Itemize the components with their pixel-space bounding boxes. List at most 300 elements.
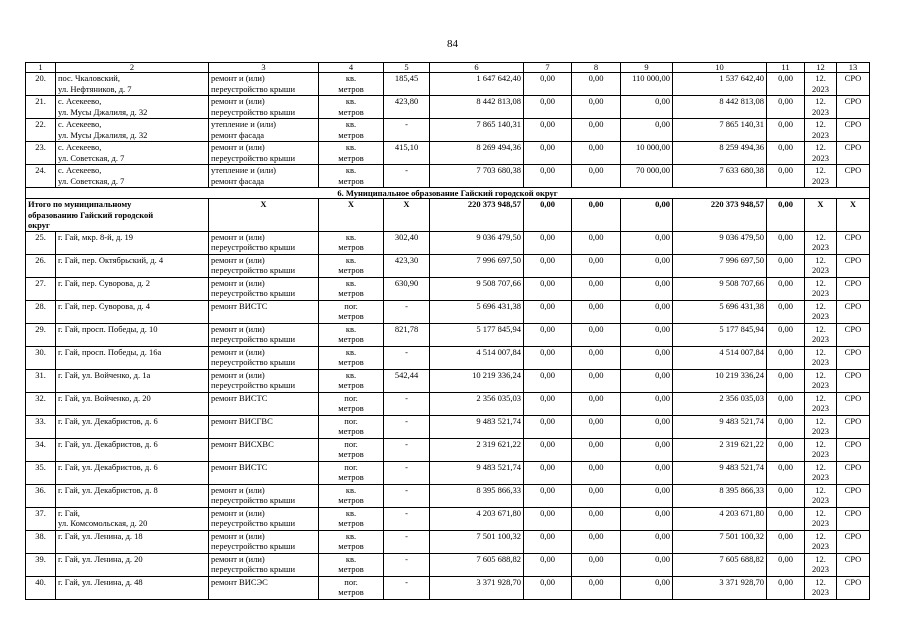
period-cell (805, 300, 837, 323)
period-line: 2023 (812, 265, 829, 275)
amount-cell: 7 605 688,82 (673, 553, 767, 576)
amount-cell: 0,00 (524, 392, 572, 415)
organization-cell: СРО (837, 438, 870, 461)
unit-line: кв. (345, 484, 357, 495)
column-header: 2 (56, 63, 209, 73)
work-type-cell (209, 461, 319, 484)
unit-cell (319, 392, 384, 415)
row-number: 40. (26, 576, 56, 599)
address-cell (56, 415, 209, 438)
work-type-line: переустройство крыши (211, 518, 296, 528)
period-line: 12. (815, 323, 826, 334)
address-line: г. Гай, ул. Войченко, д. 1а (58, 369, 151, 380)
amount-cell: 0,00 (524, 323, 572, 346)
row-number: 22. (26, 119, 56, 142)
work-type-line: ремонт и (или) (211, 346, 265, 357)
work-type-cell (209, 119, 319, 142)
unit-line: метров (338, 288, 364, 298)
address-line: г. Гай, пер. Суворова, д. 4 (58, 300, 151, 311)
period-line: 2023 (812, 518, 829, 528)
address-line: ул. Мусы Джалиля, д. 32 (58, 106, 148, 117)
organization-cell: СРО (837, 553, 870, 576)
column-header: 9 (621, 63, 673, 73)
address-line: г. Гай, ул. Декабристов, д. 6 (58, 438, 158, 449)
period-cell (805, 277, 837, 300)
address-cell (56, 96, 209, 119)
row-number: 31. (26, 369, 56, 392)
amount-cell: 0,00 (767, 119, 805, 142)
period-line: 2023 (812, 152, 829, 163)
unit-line: пог. (344, 438, 358, 449)
organization-cell: СРО (837, 254, 870, 277)
unit-line: пог. (344, 392, 358, 403)
amount-cell: 0,00 (572, 165, 621, 188)
row-number: 20. (26, 73, 56, 96)
work-type-line: переустройство крыши (211, 495, 296, 505)
period-line: 2023 (812, 495, 829, 505)
address-line: ул. Мусы Джалиля, д. 32 (58, 129, 148, 140)
column-header: 10 (673, 63, 767, 73)
period-line: 12. (815, 231, 826, 242)
table-row (26, 346, 870, 369)
period-line: 12. (815, 300, 826, 311)
amount-cell: 0,00 (572, 438, 621, 461)
table-row (26, 165, 870, 188)
table-row (26, 277, 870, 300)
work-type-line: переустройство крыши (211, 380, 296, 390)
amount-cell: 0,00 (767, 199, 805, 232)
total-cost-cell: 7 501 100,32 (430, 530, 524, 553)
organization-cell: СРО (837, 165, 870, 188)
period-line: 12. (815, 369, 826, 380)
amount-cell: 0,00 (621, 507, 673, 530)
total-cost-cell: 9 036 479,50 (430, 231, 524, 254)
period-line: 2023 (812, 175, 829, 186)
amount-cell: 0,00 (767, 369, 805, 392)
unit-line: пог. (344, 300, 358, 311)
period-line: 12. (815, 553, 826, 564)
table-row (26, 461, 870, 484)
amount-cell: 7 633 680,38 (673, 165, 767, 188)
unit-cell (319, 165, 384, 188)
work-type-line: ремонт ВИСЭС (211, 576, 268, 587)
total-cost-cell: 9 508 707,66 (430, 277, 524, 300)
row-number: 23. (26, 142, 56, 165)
amount-cell: 0,00 (524, 553, 572, 576)
organization-cell: СРО (837, 392, 870, 415)
organization-cell: СРО (837, 415, 870, 438)
row-number: 27. (26, 277, 56, 300)
address-line: ул. Нефтяников, д. 7 (58, 83, 132, 94)
work-type-cell (209, 254, 319, 277)
total-cost-cell: 3 371 928,70 (430, 576, 524, 599)
amount-cell: 0,00 (524, 507, 572, 530)
period-line: 2023 (812, 472, 829, 482)
amount-cell: 0,00 (572, 461, 621, 484)
amount-cell: 0,00 (524, 73, 572, 96)
work-type-line: ремонт и (или) (211, 369, 265, 380)
amount-cell: 70 000,00 (621, 165, 673, 188)
work-type-line: переустройство крыши (211, 564, 296, 574)
table-row (26, 553, 870, 576)
period-line: 2023 (812, 357, 829, 367)
address-line: ул. Советская, д. 7 (58, 175, 125, 186)
total-cost-cell: 4 203 671,80 (430, 507, 524, 530)
amount-cell: 0,00 (767, 254, 805, 277)
organization-cell: СРО (837, 142, 870, 165)
unit-line: метров (338, 587, 364, 597)
total-label-line: округ (28, 220, 50, 230)
column-header: 4 (319, 63, 384, 73)
unit-cell (319, 277, 384, 300)
amount-cell: 0,00 (524, 142, 572, 165)
amount-cell: 0,00 (767, 553, 805, 576)
organization-cell: СРО (837, 277, 870, 300)
work-type-cell (209, 530, 319, 553)
unit-line: метров (338, 83, 364, 94)
unit-cell (319, 369, 384, 392)
amount-cell: 7 996 697,50 (673, 254, 767, 277)
work-type-line: ремонт ВИСТС (211, 461, 268, 472)
amount-cell: 0,00 (621, 484, 673, 507)
work-type-line: переустройство крыши (211, 288, 296, 298)
amount-cell: 0,00 (524, 300, 572, 323)
address-line: с. Асекеево, (58, 119, 102, 129)
amount-cell: 0,00 (621, 576, 673, 599)
work-type-line: ремонт фасада (211, 129, 265, 140)
work-type-line: ремонт и (или) (211, 323, 265, 334)
address-line: ул. Советская, д. 7 (58, 152, 125, 163)
amount-cell: 0,00 (572, 484, 621, 507)
work-type-cell (209, 300, 319, 323)
address-line: пос. Чкаловский, (58, 73, 120, 83)
unit-line: метров (338, 449, 364, 459)
amount-cell: 0,00 (767, 231, 805, 254)
amount-cell: 0,00 (767, 576, 805, 599)
volume-cell: 542,44 (384, 369, 430, 392)
period-cell (805, 415, 837, 438)
address-cell (56, 142, 209, 165)
table-row (26, 576, 870, 599)
period-line: 12. (815, 254, 826, 265)
organization-cell: СРО (837, 346, 870, 369)
unit-line: кв. (345, 254, 357, 265)
amount-cell: 0,00 (572, 254, 621, 277)
period-line: 2023 (812, 403, 829, 413)
work-type-line: ремонт и (или) (211, 507, 265, 518)
column-header: 7 (524, 63, 572, 73)
table-row (26, 369, 870, 392)
period-line: 12. (815, 438, 826, 449)
amount-cell: 0,00 (767, 277, 805, 300)
unit-cell (319, 484, 384, 507)
table-row (26, 507, 870, 530)
address-line: г. Гай, ул. Ленина, д. 18 (58, 530, 143, 541)
period-cell (805, 323, 837, 346)
amount-cell: 5 177 845,94 (673, 323, 767, 346)
period-cell (805, 438, 837, 461)
organization-cell: СРО (837, 323, 870, 346)
period-line: 12. (815, 507, 826, 518)
amount-cell: 0,00 (767, 73, 805, 96)
period-cell (805, 484, 837, 507)
amount-cell: 0,00 (524, 438, 572, 461)
volume-cell: - (384, 165, 430, 188)
unit-line: кв. (345, 553, 357, 564)
amount-cell: 0,00 (767, 392, 805, 415)
period-line: 2023 (812, 564, 829, 574)
row-number: 33. (26, 415, 56, 438)
row-number: 32. (26, 392, 56, 415)
page-number: 84 (447, 38, 458, 50)
amount-cell: 0,00 (767, 507, 805, 530)
unit-line: кв. (345, 73, 357, 83)
amount-cell: 0,00 (524, 369, 572, 392)
work-type-cell (209, 277, 319, 300)
amount-cell: 0,00 (572, 96, 621, 119)
period-cell (805, 461, 837, 484)
amount-cell: 0,00 (621, 392, 673, 415)
unit-line: пог. (344, 415, 358, 426)
amount-cell: 0,00 (572, 530, 621, 553)
amount-cell: 0,00 (767, 346, 805, 369)
table-row (26, 119, 870, 142)
period-cell (805, 553, 837, 576)
address-line: г. Гай, ул. Декабристов, д. 8 (58, 484, 158, 495)
amount-cell: 0,00 (572, 277, 621, 300)
amount-cell: 9 036 479,50 (673, 231, 767, 254)
address-cell (56, 530, 209, 553)
volume-cell: - (384, 119, 430, 142)
unit-cell (319, 438, 384, 461)
period-line: 2023 (812, 311, 829, 321)
address-cell (56, 461, 209, 484)
amount-cell: 9 483 521,74 (673, 461, 767, 484)
address-line: с. Асекеево, (58, 96, 102, 106)
amount-cell: 0,00 (524, 415, 572, 438)
unit-cell (319, 461, 384, 484)
period-line: 2023 (812, 426, 829, 436)
amount-cell: 9 508 707,66 (673, 277, 767, 300)
work-type-line: переустройство крыши (211, 83, 296, 94)
address-line: г. Гай, пер. Октябрьский, д. 4 (58, 254, 164, 265)
address-cell (56, 438, 209, 461)
unit-line: пог. (344, 461, 358, 472)
period-cell (805, 369, 837, 392)
work-type-cell (209, 369, 319, 392)
period-cell (805, 530, 837, 553)
work-type-line: ремонт и (или) (211, 142, 265, 152)
total-cost-cell: 7 605 688,82 (430, 553, 524, 576)
amount-cell: 0,00 (621, 119, 673, 142)
period-line: 2023 (812, 449, 829, 459)
period-line: 2023 (812, 587, 829, 597)
work-type-line: утепление и (или) (211, 119, 276, 129)
work-type-line: ремонт и (или) (211, 96, 265, 106)
organization-cell: СРО (837, 507, 870, 530)
amount-cell: 0,00 (572, 73, 621, 96)
unit-line: кв. (345, 369, 357, 380)
unit-line: метров (338, 518, 364, 528)
address-cell (56, 576, 209, 599)
period-line: 2023 (812, 106, 829, 117)
period-line: 12. (815, 530, 826, 541)
unit-line: метров (338, 541, 364, 551)
volume-cell: 415,10 (384, 142, 430, 165)
period-line: 2023 (812, 83, 829, 94)
unit-line: метров (338, 472, 364, 482)
work-type-cell (209, 392, 319, 415)
volume-cell: 423,30 (384, 254, 430, 277)
address-cell (56, 277, 209, 300)
period-line: 2023 (812, 334, 829, 344)
work-type-line: ремонт и (или) (211, 254, 265, 265)
address-line: г. Гай, ул. Декабристов, д. 6 (58, 461, 158, 472)
column-header: 5 (384, 63, 430, 73)
table-row (26, 142, 870, 165)
amount-cell: 0,00 (621, 254, 673, 277)
unit-line: кв. (345, 530, 357, 541)
amount-cell: 0,00 (621, 438, 673, 461)
total-cost-cell: 9 483 521,74 (430, 415, 524, 438)
amount-cell: 0,00 (572, 392, 621, 415)
row-number: 26. (26, 254, 56, 277)
period-cell (805, 576, 837, 599)
amount-cell: 0,00 (524, 199, 572, 232)
amount-cell: 0,00 (524, 277, 572, 300)
period-line: 12. (815, 96, 826, 106)
period-line: 2023 (812, 129, 829, 140)
x-mark: Х (837, 199, 870, 232)
work-type-cell (209, 438, 319, 461)
amount-cell: 4 514 007,84 (673, 346, 767, 369)
unit-line: кв. (345, 231, 357, 242)
amount-cell: 2 319 621,22 (673, 438, 767, 461)
address-cell (56, 323, 209, 346)
unit-line: метров (338, 152, 364, 163)
amount-cell: 0,00 (524, 165, 572, 188)
address-line: с. Асекеево, (58, 142, 102, 152)
amount-cell: 9 483 521,74 (673, 415, 767, 438)
column-header: 12 (805, 63, 837, 73)
amount-cell: 7 865 140,31 (673, 119, 767, 142)
unit-cell (319, 415, 384, 438)
work-type-line: ремонт фасада (211, 175, 265, 186)
volume-cell: - (384, 438, 430, 461)
organization-cell: СРО (837, 369, 870, 392)
amount-cell: 0,00 (621, 369, 673, 392)
amount-cell: 0,00 (572, 553, 621, 576)
amount-cell: 4 203 671,80 (673, 507, 767, 530)
unit-line: метров (338, 495, 364, 505)
period-cell (805, 254, 837, 277)
address-cell (56, 73, 209, 96)
period-cell (805, 96, 837, 119)
unit-line: метров (338, 265, 364, 275)
period-line: 12. (815, 461, 826, 472)
organization-cell: СРО (837, 119, 870, 142)
amount-cell: 110 000,00 (621, 73, 673, 96)
period-line: 12. (815, 484, 826, 495)
address-cell (56, 254, 209, 277)
total-cost-cell: 10 219 336,24 (430, 369, 524, 392)
amount-cell: 0,00 (524, 530, 572, 553)
address-line: г. Гай, пер. Суворова, д. 2 (58, 277, 151, 288)
period-cell (805, 142, 837, 165)
period-line: 12. (815, 119, 826, 129)
unit-cell (319, 576, 384, 599)
amount-cell: 0,00 (767, 323, 805, 346)
column-header: 11 (767, 63, 805, 73)
address-line: с. Асекеево, (58, 165, 102, 175)
period-line: 12. (815, 277, 826, 288)
amount-cell: 0,00 (524, 96, 572, 119)
volume-cell: - (384, 461, 430, 484)
volume-cell: - (384, 484, 430, 507)
period-cell (805, 231, 837, 254)
volume-cell: 302,40 (384, 231, 430, 254)
organization-cell: СРО (837, 576, 870, 599)
unit-cell (319, 254, 384, 277)
unit-line: метров (338, 426, 364, 436)
work-type-line: ремонт и (или) (211, 553, 265, 564)
unit-cell (319, 323, 384, 346)
amount-cell: 0,00 (621, 415, 673, 438)
row-number: 25. (26, 231, 56, 254)
address-line: г. Гай, ул. Ленина, д. 20 (58, 553, 143, 564)
amount-cell: 0,00 (621, 96, 673, 119)
amount-cell: 0,00 (572, 199, 621, 232)
unit-cell (319, 346, 384, 369)
volume-cell: 185,45 (384, 73, 430, 96)
table-row (26, 438, 870, 461)
work-type-cell (209, 484, 319, 507)
row-number: 39. (26, 553, 56, 576)
row-number: 28. (26, 300, 56, 323)
unit-cell (319, 553, 384, 576)
x-mark: Х (384, 199, 430, 232)
period-cell (805, 165, 837, 188)
amount-cell: 0,00 (621, 277, 673, 300)
address-cell (56, 507, 209, 530)
amount-cell: 0,00 (767, 530, 805, 553)
period-line: 12. (815, 415, 826, 426)
amount-cell: 10 000,00 (621, 142, 673, 165)
unit-line: кв. (345, 277, 357, 288)
address-cell (56, 119, 209, 142)
work-type-cell (209, 165, 319, 188)
amount-cell: 8 395 866,33 (673, 484, 767, 507)
period-cell (805, 392, 837, 415)
total-cost-cell: 7 703 680,38 (430, 165, 524, 188)
unit-line: метров (338, 106, 364, 117)
x-mark: Х (209, 199, 319, 232)
work-type-line: переустройство крыши (211, 242, 296, 252)
amount-cell: 5 696 431,38 (673, 300, 767, 323)
work-type-line: ремонт ВИСТС (211, 300, 268, 311)
amount-cell: 0,00 (767, 484, 805, 507)
work-type-cell (209, 231, 319, 254)
work-type-line: ремонт и (или) (211, 73, 265, 83)
work-type-line: ремонт и (или) (211, 484, 265, 495)
amount-cell: 0,00 (572, 231, 621, 254)
address-line: ул. Комсомольская, д. 20 (58, 518, 148, 528)
unit-line: метров (338, 129, 364, 140)
work-type-line: ремонт ВИСТС (211, 392, 268, 403)
volume-cell: - (384, 300, 430, 323)
unit-line: кв. (345, 96, 357, 106)
amount-cell: 0,00 (767, 461, 805, 484)
